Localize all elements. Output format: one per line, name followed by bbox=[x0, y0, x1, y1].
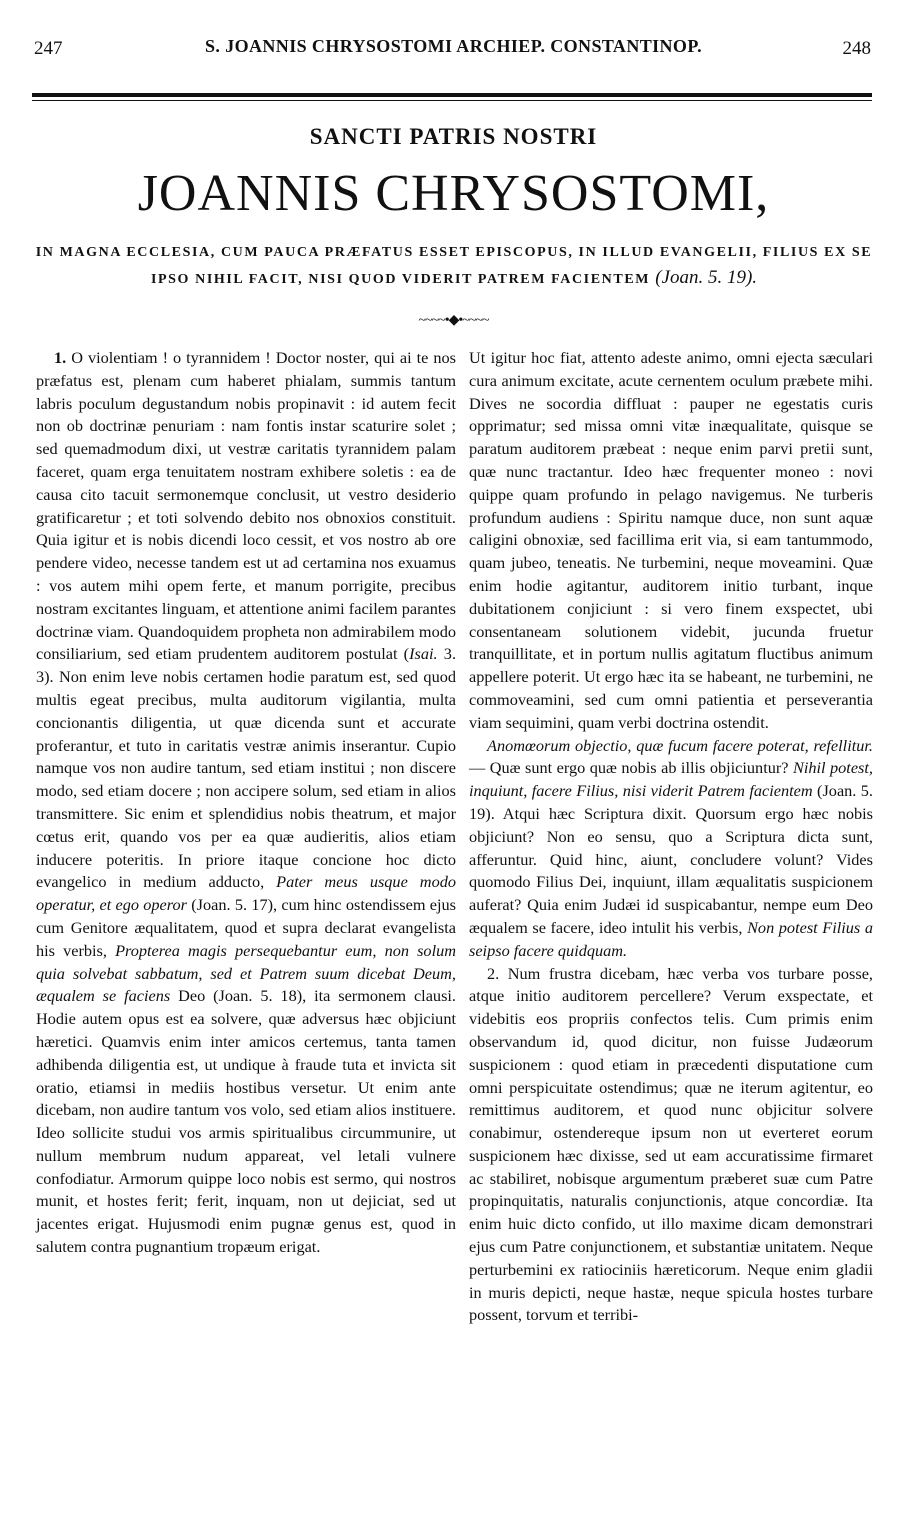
title-line-1: SANCTI PATRIS NOSTRI bbox=[309, 124, 598, 149]
subtitle-reference: (Joan. 5. 19). bbox=[655, 267, 758, 288]
page-header bbox=[0, 30, 907, 64]
text-segment: (Joan. 5. 17), cum hinc ostendissem ejus cum Genitore æqualitatem, quod et supra declarat evangelista his verbis, bbox=[36, 895, 456, 960]
right-column bbox=[469, 347, 873, 1327]
header-rule-thick bbox=[32, 93, 872, 97]
scripture-quote: Nihil potest, inquiunt, facere Filius, nisi viderit Patrem facientem bbox=[469, 758, 873, 801]
text-segment: — Quæ sunt ergo quæ nobis ab illis objiciuntur? bbox=[469, 758, 793, 778]
paragraph-2: 2. Num frustra dicebam, hæc verba vos turbare posse, atque initio auditorem percellere? Verum exspectate, et videbitis eos propriis confectos telis. Cum primis enim observandum id, quod dicitur, non fuisse Judæorum suspicionem : quod etiam in præcedenti disputatione cum omni perspicuitate ostendimus; quæ ne iterum agitentur, eo remittimus auditorem, et quod nunc objicitur solvere conabimur, ostendereque ipsum non ut everteret eorum suspicionem hæc dixisse, sed ut eam accuratissime firmaret ac stabiliret, nobisque argumentum præberet suæ cum Patre propinquitatis, naturalis conjunctionis, atque concordiæ. Ita enim huic dicto confido, ut illo maxime dicam demonstrari ejus cum Patre conjunctionem, et substantiæ unitatem. Neque perturbemini ex ratiociniis hæreticorum. Neque enim gladii in muris depicti, neque hastæ, neque spicula hostes turbare possent, torvum et terribi- bbox=[469, 963, 873, 1325]
subtitle-text: IN MAGNA ECCLESIA, CUM PAUCA PRÆFATUS ESSET EPISCOPUS, IN ILLUD EVANGELII, FILIUS EX SE IPSO NIHIL FACIT, NISI QUOD VIDERIT PATREM FACIENTEM bbox=[35, 245, 873, 287]
subtitle bbox=[34, 240, 874, 292]
citation: Isai. bbox=[409, 644, 438, 664]
page-number-right: 248 bbox=[842, 38, 871, 59]
page-number-left: 247 bbox=[34, 38, 63, 59]
left-column bbox=[36, 347, 456, 1259]
paragraph-number: 1. bbox=[54, 348, 67, 367]
text-segment: Deo (Joan. 5. 18), ita sermonem clausi. Hodie autem opus est ea solvere, quæ adversus hæc objiciunt hæretici. Quamvis enim inter amicos certemus, tanta tamen adhibenda diligentia est, ut undique à fraude tuta et invicta sit oratio, etiamsi in mediis hostibus versetur. Ut enim ante dicebam, non audire tantum vos volo, sed etiam alios instituere. Ideo sollicite studui vos armis spiritualibus circummunire, ut nullum membrum nudum appareat, vel letali vulnere confodiatur. Armorum quippe loco nobis est sermo, qui nostros munit, et hostes ferit; ferit, inquam, non ut dejiciat, sed ut jacentes erigat. Hujusmodi enim pugnæ genus est, quod in salutem contra pugnantium tropæum erigat. bbox=[36, 986, 456, 1257]
title-line-2: JOANNIS CHRYSOSTOMI, bbox=[137, 165, 770, 222]
text-segment: 3. 3). Non enim leve nobis certamen hodie paratum est, sed quod multis egeat precibus, multa auditorum vigilantia, multa concionantis diligentia, ut quæ dicenda sunt et accurate proferantur, et tuto in caritatis vestræ animis inserantur. Cupio namque vos non audire tantum, sed etiam institui ; non discere modo, sed etiam docere ; non accipere solum, sed etiam in alios transmittere. Sic enim et splendidius nobis theatrum, et major cœtus erit, quando vos per ea quæ audieritis, alios etiam inducere poteritis. In priore itaque concione hoc dicto evangelico in medium adducto, bbox=[36, 644, 457, 892]
scripture-quote: Propterea magis persequebantur eum, non solum quia solvebat sabbatum, sed et Patrem suum dicebat Deum, æqualem se faciens bbox=[36, 940, 456, 1006]
scripture-quote: Pater meus usque modo operatur, et ego operor bbox=[36, 872, 456, 915]
title-ornament: ~~~~•◆•~~~~ bbox=[418, 313, 489, 328]
running-title: S. JOANNIS CHRYSOSTOMI ARCHIEP. CONSTANTINOP. bbox=[205, 36, 702, 56]
text-segment: O violentiam ! o tyrannidem ! Doctor noster, qui ai te nos præfatus est, plenam cum haberet phialam, summis tantum labris poculum degustandum nobis propinavit : id autem fecit non ob doctrinæ penuriam : nam fontis instar scaturire solet ; sed quemadmodum dixi, ut vestræ caritatis tyrannidem palam faceret, quam erga tenuitatem nostram exhibere soletis : ea de causa cito tacuit sermonemque conclusit, ut vestro desiderio gratificaretur ; et toti solvendo debito nos obnoxios constituit. Quia igitur et is nobis dicendi loco cessit, et vos nostro ab ore pendere video, necesse tandem est ut ad certamina nos exuamus : vos autem mihi opem ferte, et manum porrigite, precibus nostram excitantes linguam, et attentione animi facilem parantes doctrinæ viam. Quandoquidem propheta non admirabilem modo consiliarium, sed etiam prudentem auditorem postulat ( bbox=[36, 348, 456, 664]
text-segment: (Joan. 5. 19). Atqui hæc Scriptura dixit. Quorsum ergo hæc nobis objiciunt? Non eo sensu, quo a Scriptura dicta sunt, afferuntur. Quid hinc, aiunt, concludere volunt? Vides quomodo Filius Dei, inquiunt, illam æqualitatis suspicionem auferat? Quia enim Judæi id suspicabantur, nempe eum Deo æqualem se facere, ideo intulit his verbis, bbox=[469, 781, 874, 937]
section-heading: Anomœorum objectio, quæ fucum facere poterat, refellitur. bbox=[487, 735, 873, 755]
paragraph-continued: Ut igitur hoc fiat, attento adeste animo, omni ejecta sæculari cura animum excitate, acute cernentem oculum præbete mihi. Dives ne socordia diffluat : pauper ne egestatis curis opprimatur; sed missa omni vitæ inæqualitate, quisque se paratum auditorem præbeat : neque enim parvi pretii sunt, quæ nunc tractantur. Ideo hæc frequenter moneo : novi quippe quam profundo in pelago navigemus. Ne turberis profundum audiens : Spiritu namque duce, non sunt aquæ caligini obnoxiæ, sed facillima erit via, si eam tantummodo, quam jubeo, teneatis. Ne turbemini, neque moveamini. Quæ enim hodie agitantur, auditorem initio turbant, inque dubitationem conjiciunt : si vero finem exspectet, ubi consentaneam solutionem videbit, jucunda fruetur tranquillitate, et in portum nullis agitatum fluctibus animum appellere poterit. Ut ergo hæc ita se habeant, ne turbemini, ne commoveamini, sed cum omni patientia et perseverantia viam sequimini, quam verbi doctrina ostendit. bbox=[469, 348, 873, 732]
paragraph-objection bbox=[469, 735, 873, 963]
paragraph-1 bbox=[36, 347, 456, 1259]
scripture-quote: Non potest Filius a seipso facere quidquam. bbox=[469, 917, 873, 960]
header-rule-thin bbox=[32, 100, 872, 101]
